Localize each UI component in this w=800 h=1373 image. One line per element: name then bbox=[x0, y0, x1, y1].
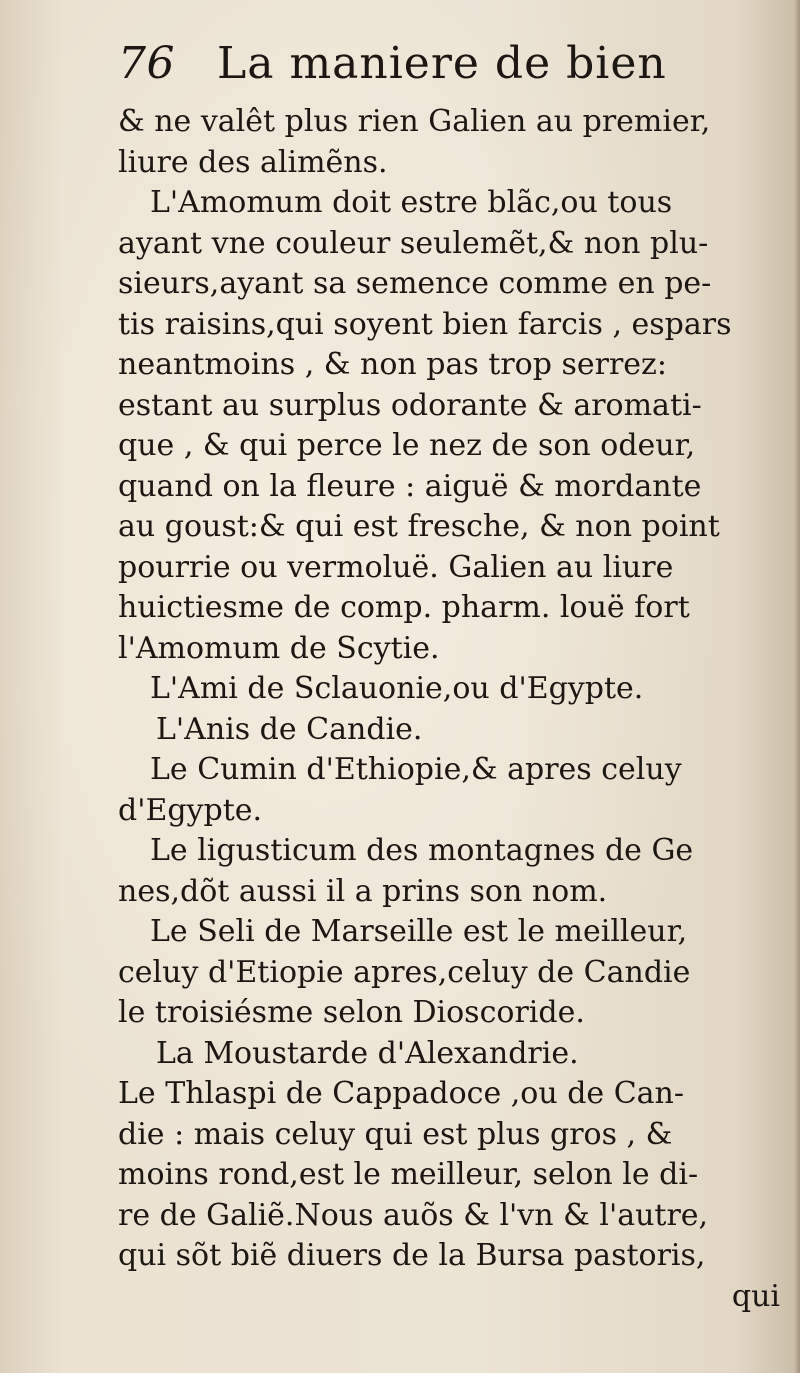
text-line: Le Thlaspi de Cappadoce ,ou de Can- bbox=[118, 1076, 684, 1111]
text-line: Le Cumin d'Ethiopie,& apres celuy bbox=[150, 752, 682, 787]
text-line: Le ligusticum des montagnes de Ge bbox=[150, 833, 694, 868]
text-line: re de Galiẽ.Nous auõs & l'vn & l'autre, bbox=[118, 1197, 709, 1233]
text-line: Le Seli de Marseille est le meilleur, bbox=[150, 914, 688, 949]
text-line: neantmoins , & non pas trop serrez: bbox=[118, 347, 667, 382]
text-line: au goust:& qui est fresche, & non point bbox=[118, 509, 720, 544]
text-line: tis raisins,qui soyent bien farcis , espars bbox=[118, 306, 732, 342]
text-line: celuy d'Etiopie apres,celuy de Candie bbox=[118, 954, 691, 990]
text-line: qui sõt biẽ diuers de la Bursa pastoris, bbox=[118, 1238, 706, 1273]
page-edge-shadow bbox=[794, 0, 800, 1373]
catchword: qui bbox=[731, 1278, 780, 1314]
text-line: estant au surplus odorante & aromati- bbox=[118, 387, 702, 423]
text-line: La Moustarde d'Alexandrie. bbox=[156, 1035, 579, 1071]
running-title: La maniere de bien bbox=[217, 38, 667, 89]
text-line: L'Ami de Sclauonie,ou d'Egypte. bbox=[150, 671, 644, 706]
text-line: ayant vne couleur seulemẽt,& non plu- bbox=[118, 225, 709, 261]
text-line: d'Egypte. bbox=[118, 792, 263, 828]
text-line: L'Amomum doit estre blãc,ou tous bbox=[150, 185, 673, 220]
text-line: sieurs,ayant sa semence comme en pe- bbox=[118, 266, 712, 301]
text-line: que , & qui perce le nez de son odeur, bbox=[118, 428, 696, 463]
page-header bbox=[118, 38, 667, 94]
text-line: pourrie ou vermoluë. Galien au liure bbox=[118, 549, 674, 585]
text-line: le troisiésme selon Dioscoride. bbox=[118, 995, 585, 1030]
text-line: L'Anis de Candie. bbox=[156, 711, 423, 747]
text-line: moins rond,est le meilleur, selon le di- bbox=[118, 1157, 699, 1192]
text-line: huictiesme de comp. pharm. louë fort bbox=[118, 590, 690, 625]
text-line: nes,dõt aussi il a prins son nom. bbox=[118, 873, 608, 909]
text-line: l'Amomum de Scytie. bbox=[118, 630, 440, 666]
page-number: 76 bbox=[118, 38, 175, 89]
text-line: liure des alimẽns. bbox=[118, 144, 388, 180]
text-line: die : mais celuy qui est plus gros , & bbox=[118, 1116, 673, 1152]
text-line: & ne valêt plus rien Galien au premier, bbox=[118, 104, 711, 139]
text-line: quand on la fleure : aiguë & mordante bbox=[118, 468, 702, 504]
body-text bbox=[118, 102, 788, 1317]
